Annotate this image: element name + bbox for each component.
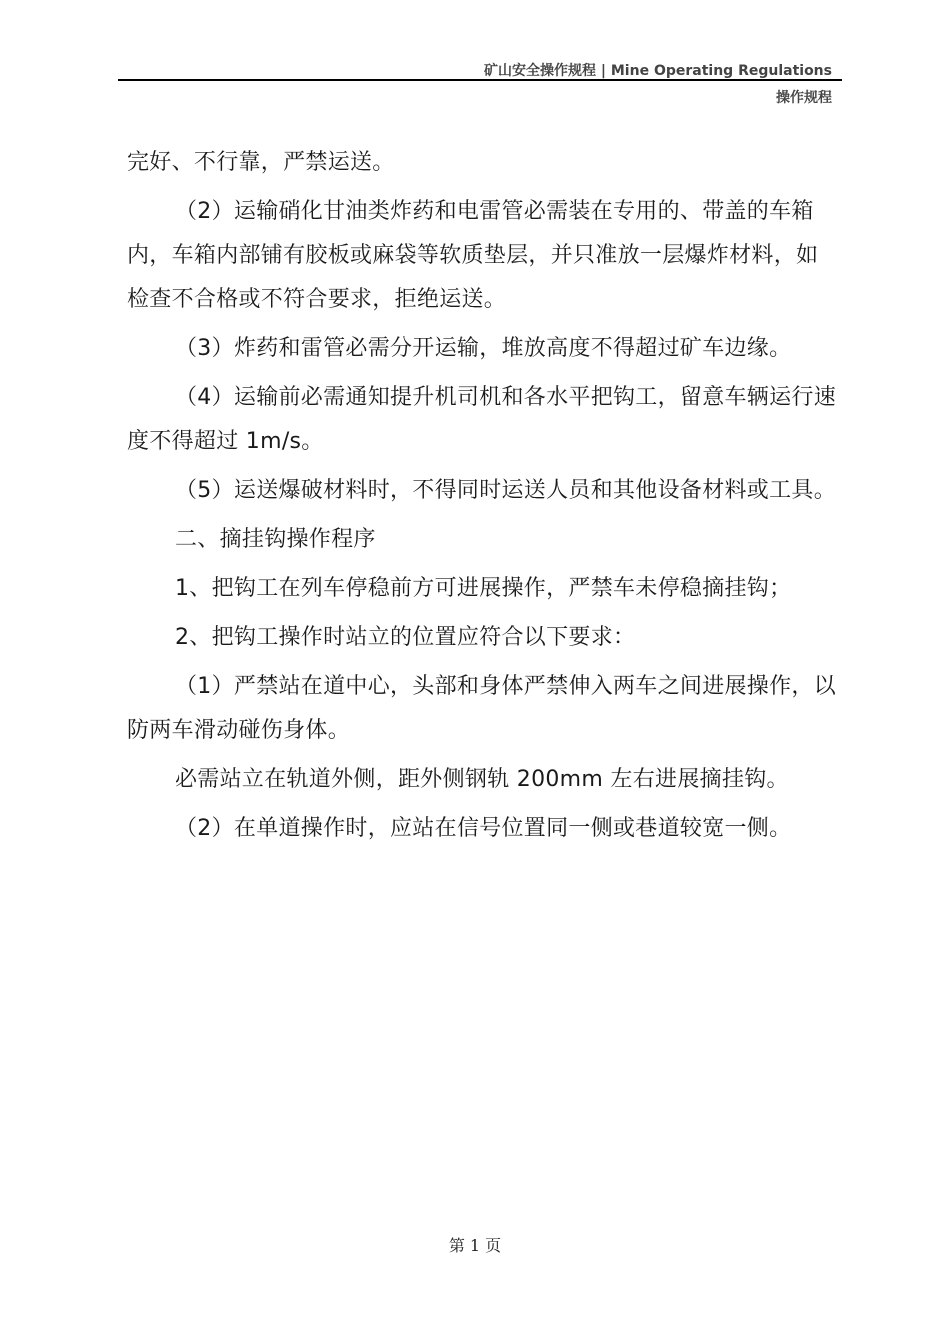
paragraph: 完好、不行靠，严禁运送。: [127, 150, 395, 175]
header-title: 矿山安全操作规程 | Mine Operating Regulations: [484, 63, 832, 79]
paragraph: （2）在单道操作时，应站在信号位置同一侧或巷道较宽一侧。: [175, 816, 792, 841]
paragraph: （1）严禁站在道中心，头部和身体严禁伸入两车之间进展操作，以防两车滑动碰伤身体。: [127, 674, 836, 743]
document-body: [127, 141, 837, 856]
paragraph: （3）炸药和雷管必需分开运输，堆放高度不得超过矿车边缘。: [175, 336, 792, 361]
paragraph: （5）运送爆破材料时，不得同时运送人员和其他设备材料或工具。: [175, 478, 836, 503]
section-heading: 二、摘挂钩操作程序: [175, 527, 376, 552]
paragraph: （2）运输硝化甘油类炸药和电雷管必需装在专用的、带盖的车箱内，车箱内部铺有胶板或麻袋等软质垫层，并只准放一层爆炸材料，如检查不合格或不符合要求，拒绝运送。: [127, 199, 819, 312]
header-subtitle: 操作规程: [776, 90, 832, 106]
paragraph: （4）运输前必需通知提升机司机和各水平把钩工，留意车辆运行速度不得超过 1m/s。: [127, 385, 836, 454]
paragraph: 必需站立在轨道外侧，距外侧钢轨 200mm 左右进展摘挂钩。: [175, 767, 789, 792]
paragraph: 2、把钩工操作时站立的位置应符合以下要求：: [175, 625, 636, 650]
paragraph: 1、把钩工在列车停稳前方可进展操作，严禁车未停稳摘挂钩；: [175, 576, 792, 601]
page-number: 第 1 页: [448, 1236, 502, 1255]
header-rule: [118, 79, 842, 81]
